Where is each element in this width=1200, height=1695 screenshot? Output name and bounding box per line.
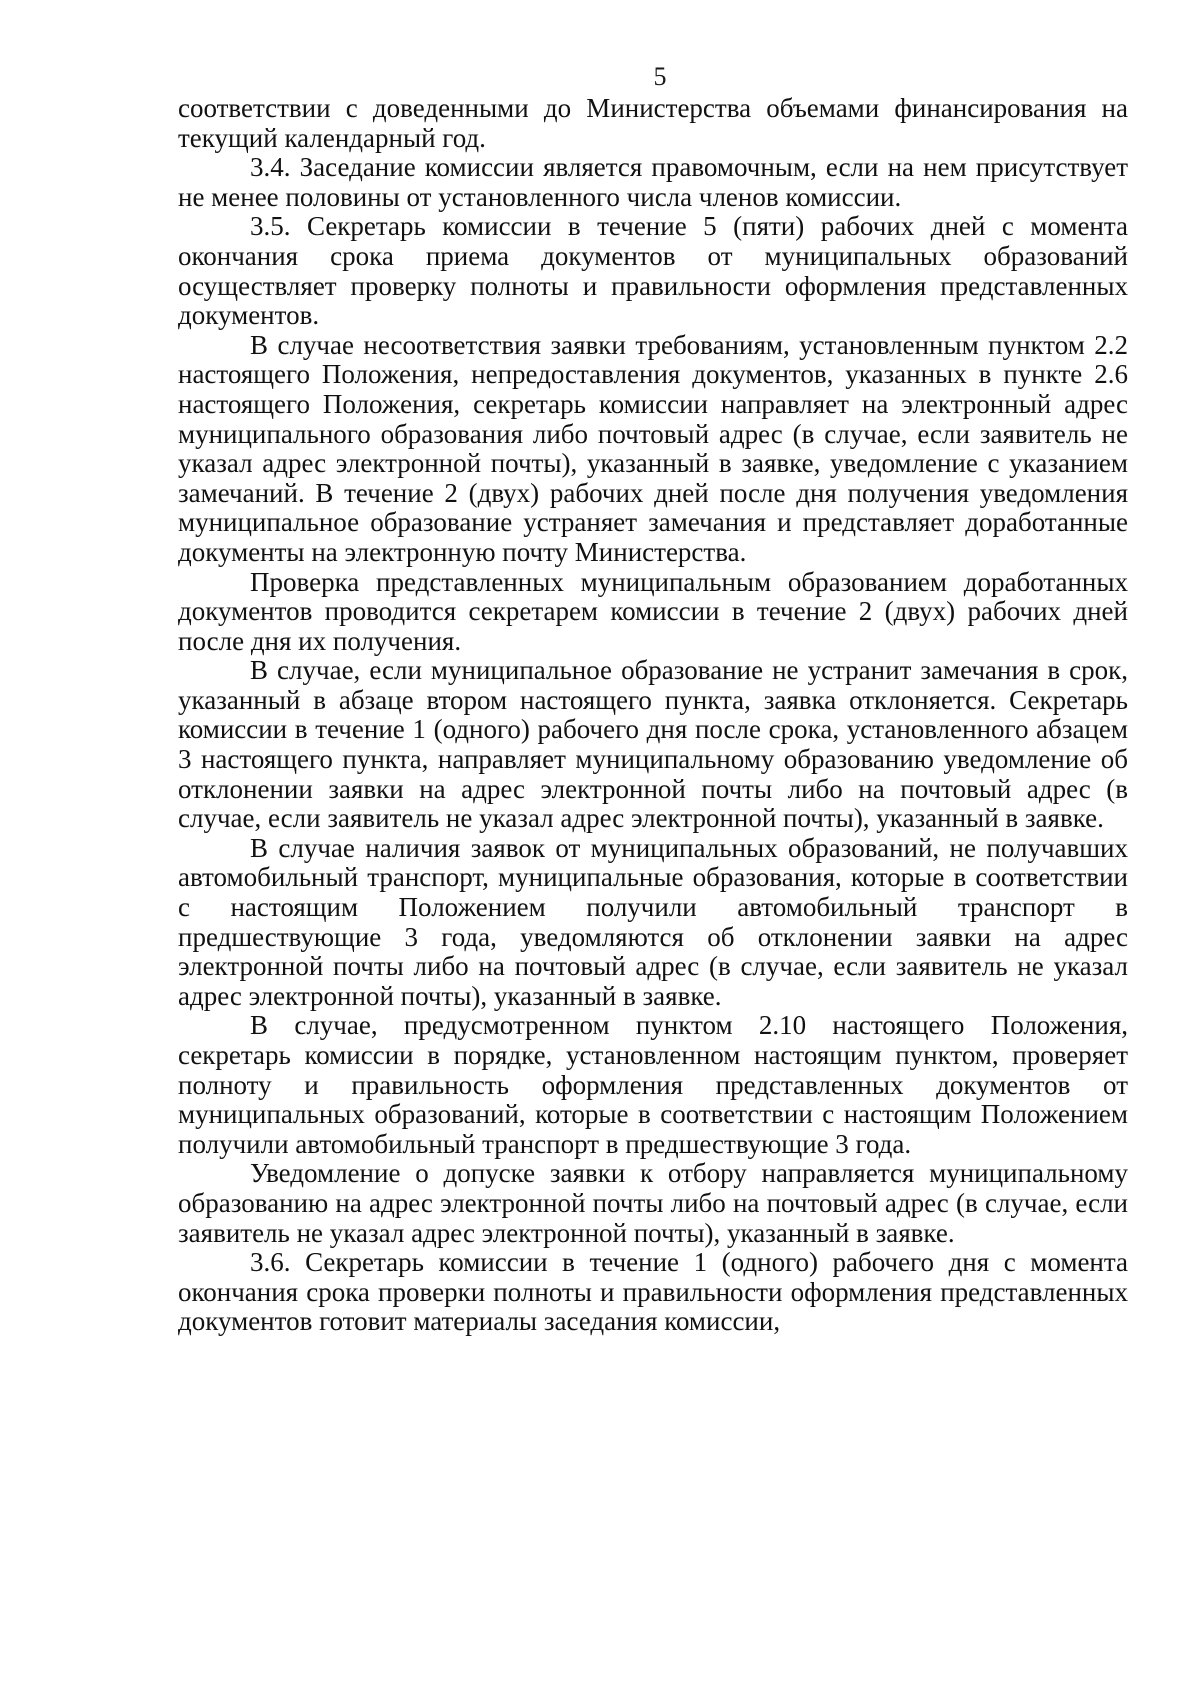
paragraph-continuation: соответствии с доведенными до Министерства объемами финансирования на текущий календарный год.	[178, 93, 1128, 153]
paragraph-priority: В случае наличия заявок от муниципальных образований, не получавших автомобильный транспорт, муниципальные образования, которые в соответствии с настоящим Положением получили автомобильный транспорт в предшествующие 3 года, уведомляются об отклонении заявки на адрес электронной почты либо на почтовый адрес (в случае, если заявитель не указал адрес электронной почты), указанный в заявке.	[178, 832, 1128, 1011]
paragraph-admission-notice: Уведомление о допуске заявки к отбору направляется муниципальному образованию на адрес электронной почты либо на почтовый адрес (в случае, если заявитель не указал адрес электронной почты), указанный в заявке.	[178, 1158, 1128, 1248]
document-body	[178, 94, 1128, 1337]
paragraph-3-5: 3.5. Секретарь комиссии в течение 5 (пяти) рабочих дней с момента окончания срока приема документов от муниципальных образований осуществляет проверку полноты и правильности оформления представленных документов.	[178, 211, 1128, 331]
paragraph-rejection: В случае, если муниципальное образование не устранит замечания в срок, указанный в абзаце втором настоящего пункта, заявка отклоняется. Секретарь комиссии в течение 1 (одного) рабочего дня после срока, установленного абзацем 3 настоящего пункта, направляет муниципальному образованию уведомление об отклонении заявки на адрес электронной почты либо на почтовый адрес (в случае, если заявитель не указал адрес электронной почты), указанный в заявке.	[178, 655, 1128, 834]
paragraph-revised-check: Проверка представленных муниципальным образованием доработанных документов проводится секретарем комиссии в течение 2 (двух) рабочих дней после дня их получения.	[178, 566, 1128, 656]
page-number: 5	[653, 62, 667, 91]
paragraph-nonconformity: В случае несоответствия заявки требованиям, установленным пунктом 2.2 настоящего Положения, непредоставления документов, указанных в пункте 2.6 настоящего Положения, секретарь комиссии направляет на электронный адрес муниципального образования либо почтовый адрес (в случае, если заявитель не указал адрес электронной почты), указанный в заявке, уведомление с указанием замечаний. В течение 2 (двух) рабочих дней после дня получения уведомления муниципальное образование устраняет замечания и представляет доработанные документы на электронную почту Министерства.	[178, 329, 1128, 567]
paragraph-3-6: 3.6. Секретарь комиссии в течение 1 (одного) рабочего дня с момента окончания срока проверки полноты и правильности оформления представленных документов готовит материалы заседания комиссии,	[178, 1247, 1128, 1337]
paragraph-case-2-10: В случае, предусмотренном пунктом 2.10 настоящего Положения, секретарь комиссии в порядке, установленном настоящим пунктом, проверяет полноту и правильность оформления представленных документов от муниципальных образований, которые в соответствии с настоящим Положением получили автомобильный транспорт в предшествующие 3 года.	[178, 1010, 1128, 1159]
paragraph-3-4: 3.4. Заседание комиссии является правомочным, если на нем присутствует не менее половины от установленного числа членов комиссии.	[178, 152, 1128, 212]
